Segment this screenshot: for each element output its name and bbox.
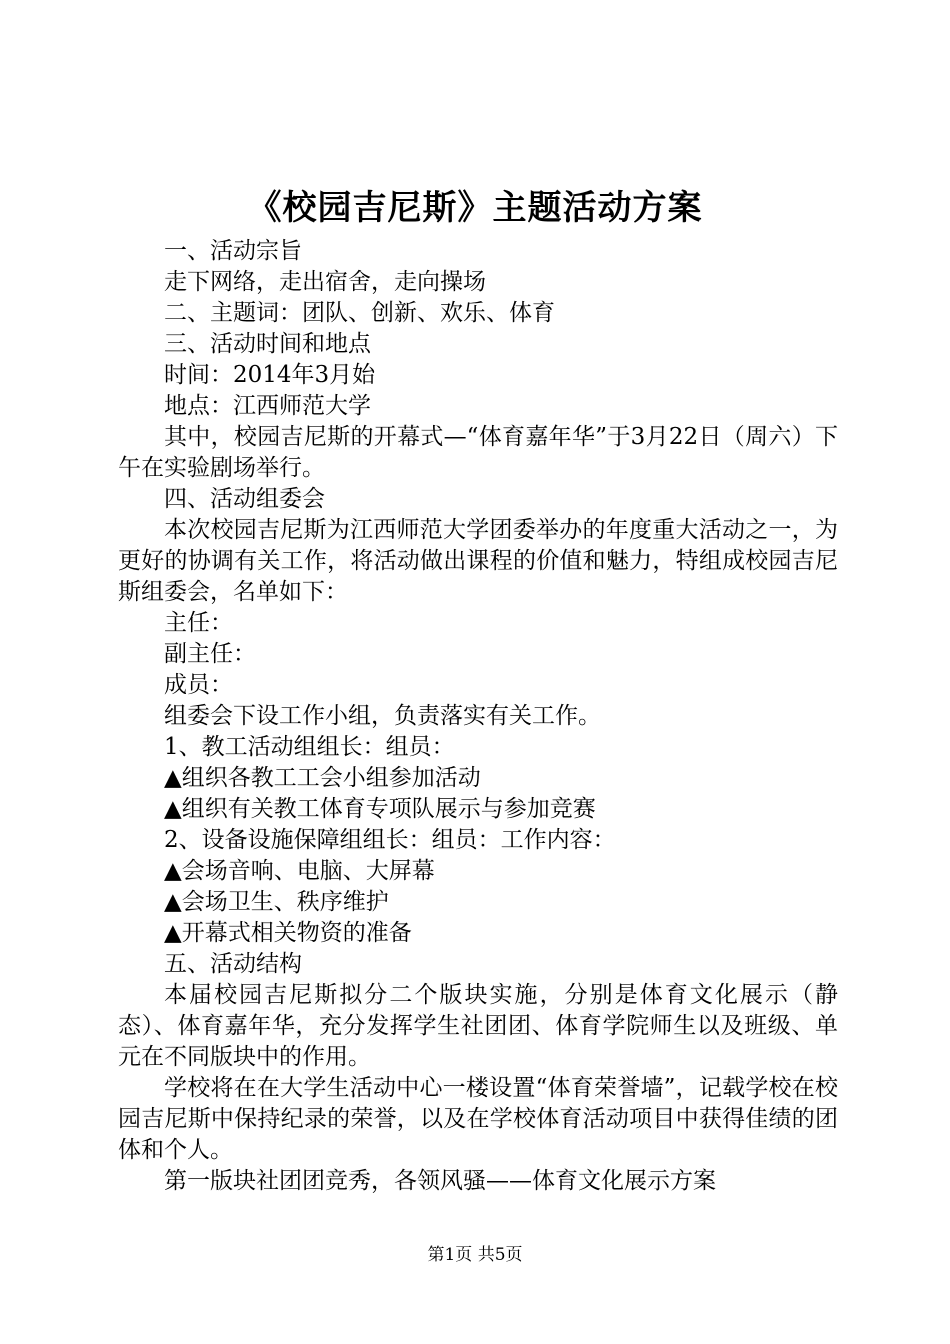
paragraph: 本届校园吉尼斯拟分二个版块实施，分别是体育文化展示（静态）、体育嘉年华，充分发挥学生社团团、体育学院师生以及班级、单元在不同版块中的作用。 bbox=[118, 982, 838, 1070]
page-number-footer: 第1页 共5页 bbox=[427, 1245, 523, 1265]
paragraph: 副主任： bbox=[164, 641, 256, 667]
paragraph: 三、活动时间和地点 bbox=[164, 331, 371, 357]
paragraph: 组委会下设工作小组，负责落实有关工作。 bbox=[164, 703, 601, 729]
paragraph: ▲组织有关教工体育专项队展示与参加竞赛 bbox=[164, 796, 596, 822]
document-title: 《校园吉尼斯》主题活动方案 bbox=[247, 188, 703, 228]
paragraph: 1、教工活动组组长：组员： bbox=[164, 734, 455, 760]
paragraph: 2、设备设施保障组组长：组员：工作内容： bbox=[164, 827, 616, 853]
paragraph: 成员： bbox=[164, 672, 233, 698]
paragraph: 五、活动结构 bbox=[164, 951, 302, 977]
paragraph: 学校将在在大学生活动中心一楼设置“体育荣誉墙”，记载学校在校园吉尼斯中保持纪录的荣誉，以及在学校体育活动项目中获得佳绩的团体和个人。 bbox=[118, 1075, 838, 1163]
paragraph: 地点：江西师范大学 bbox=[164, 393, 371, 419]
paragraph: ▲开幕式相关物资的准备 bbox=[164, 920, 412, 946]
paragraph: 其中，校园吉尼斯的开幕式—“体育嘉年华”于3月22日（周六）下午在实验剧场举行。 bbox=[118, 424, 838, 481]
paragraph: ▲组织各教工工会小组参加活动 bbox=[164, 765, 481, 791]
paragraph: 二、主题词：团队、创新、欢乐、体育 bbox=[164, 300, 555, 326]
paragraph: 四、活动组委会 bbox=[164, 486, 325, 512]
paragraph: 时间：2014年3月始 bbox=[164, 362, 376, 388]
paragraph: ▲会场音响、电脑、大屏幕 bbox=[164, 858, 435, 884]
paragraph: 本次校园吉尼斯为江西师范大学团委举办的年度重大活动之一，为更好的协调有关工作，将活动做出课程的价值和魅力，特组成校园吉尼斯组委会，名单如下： bbox=[118, 517, 838, 605]
paragraph: 第一版块社团团竞秀，各领风骚——体育文化展示方案 bbox=[164, 1168, 716, 1194]
document-body bbox=[118, 236, 838, 1197]
paragraph: ▲会场卫生、秩序维护 bbox=[164, 889, 389, 915]
paragraph: 主任： bbox=[164, 610, 233, 636]
paragraph: 一、活动宗旨 bbox=[164, 238, 302, 264]
paragraph: 走下网络，走出宿舍，走向操场 bbox=[164, 269, 486, 295]
